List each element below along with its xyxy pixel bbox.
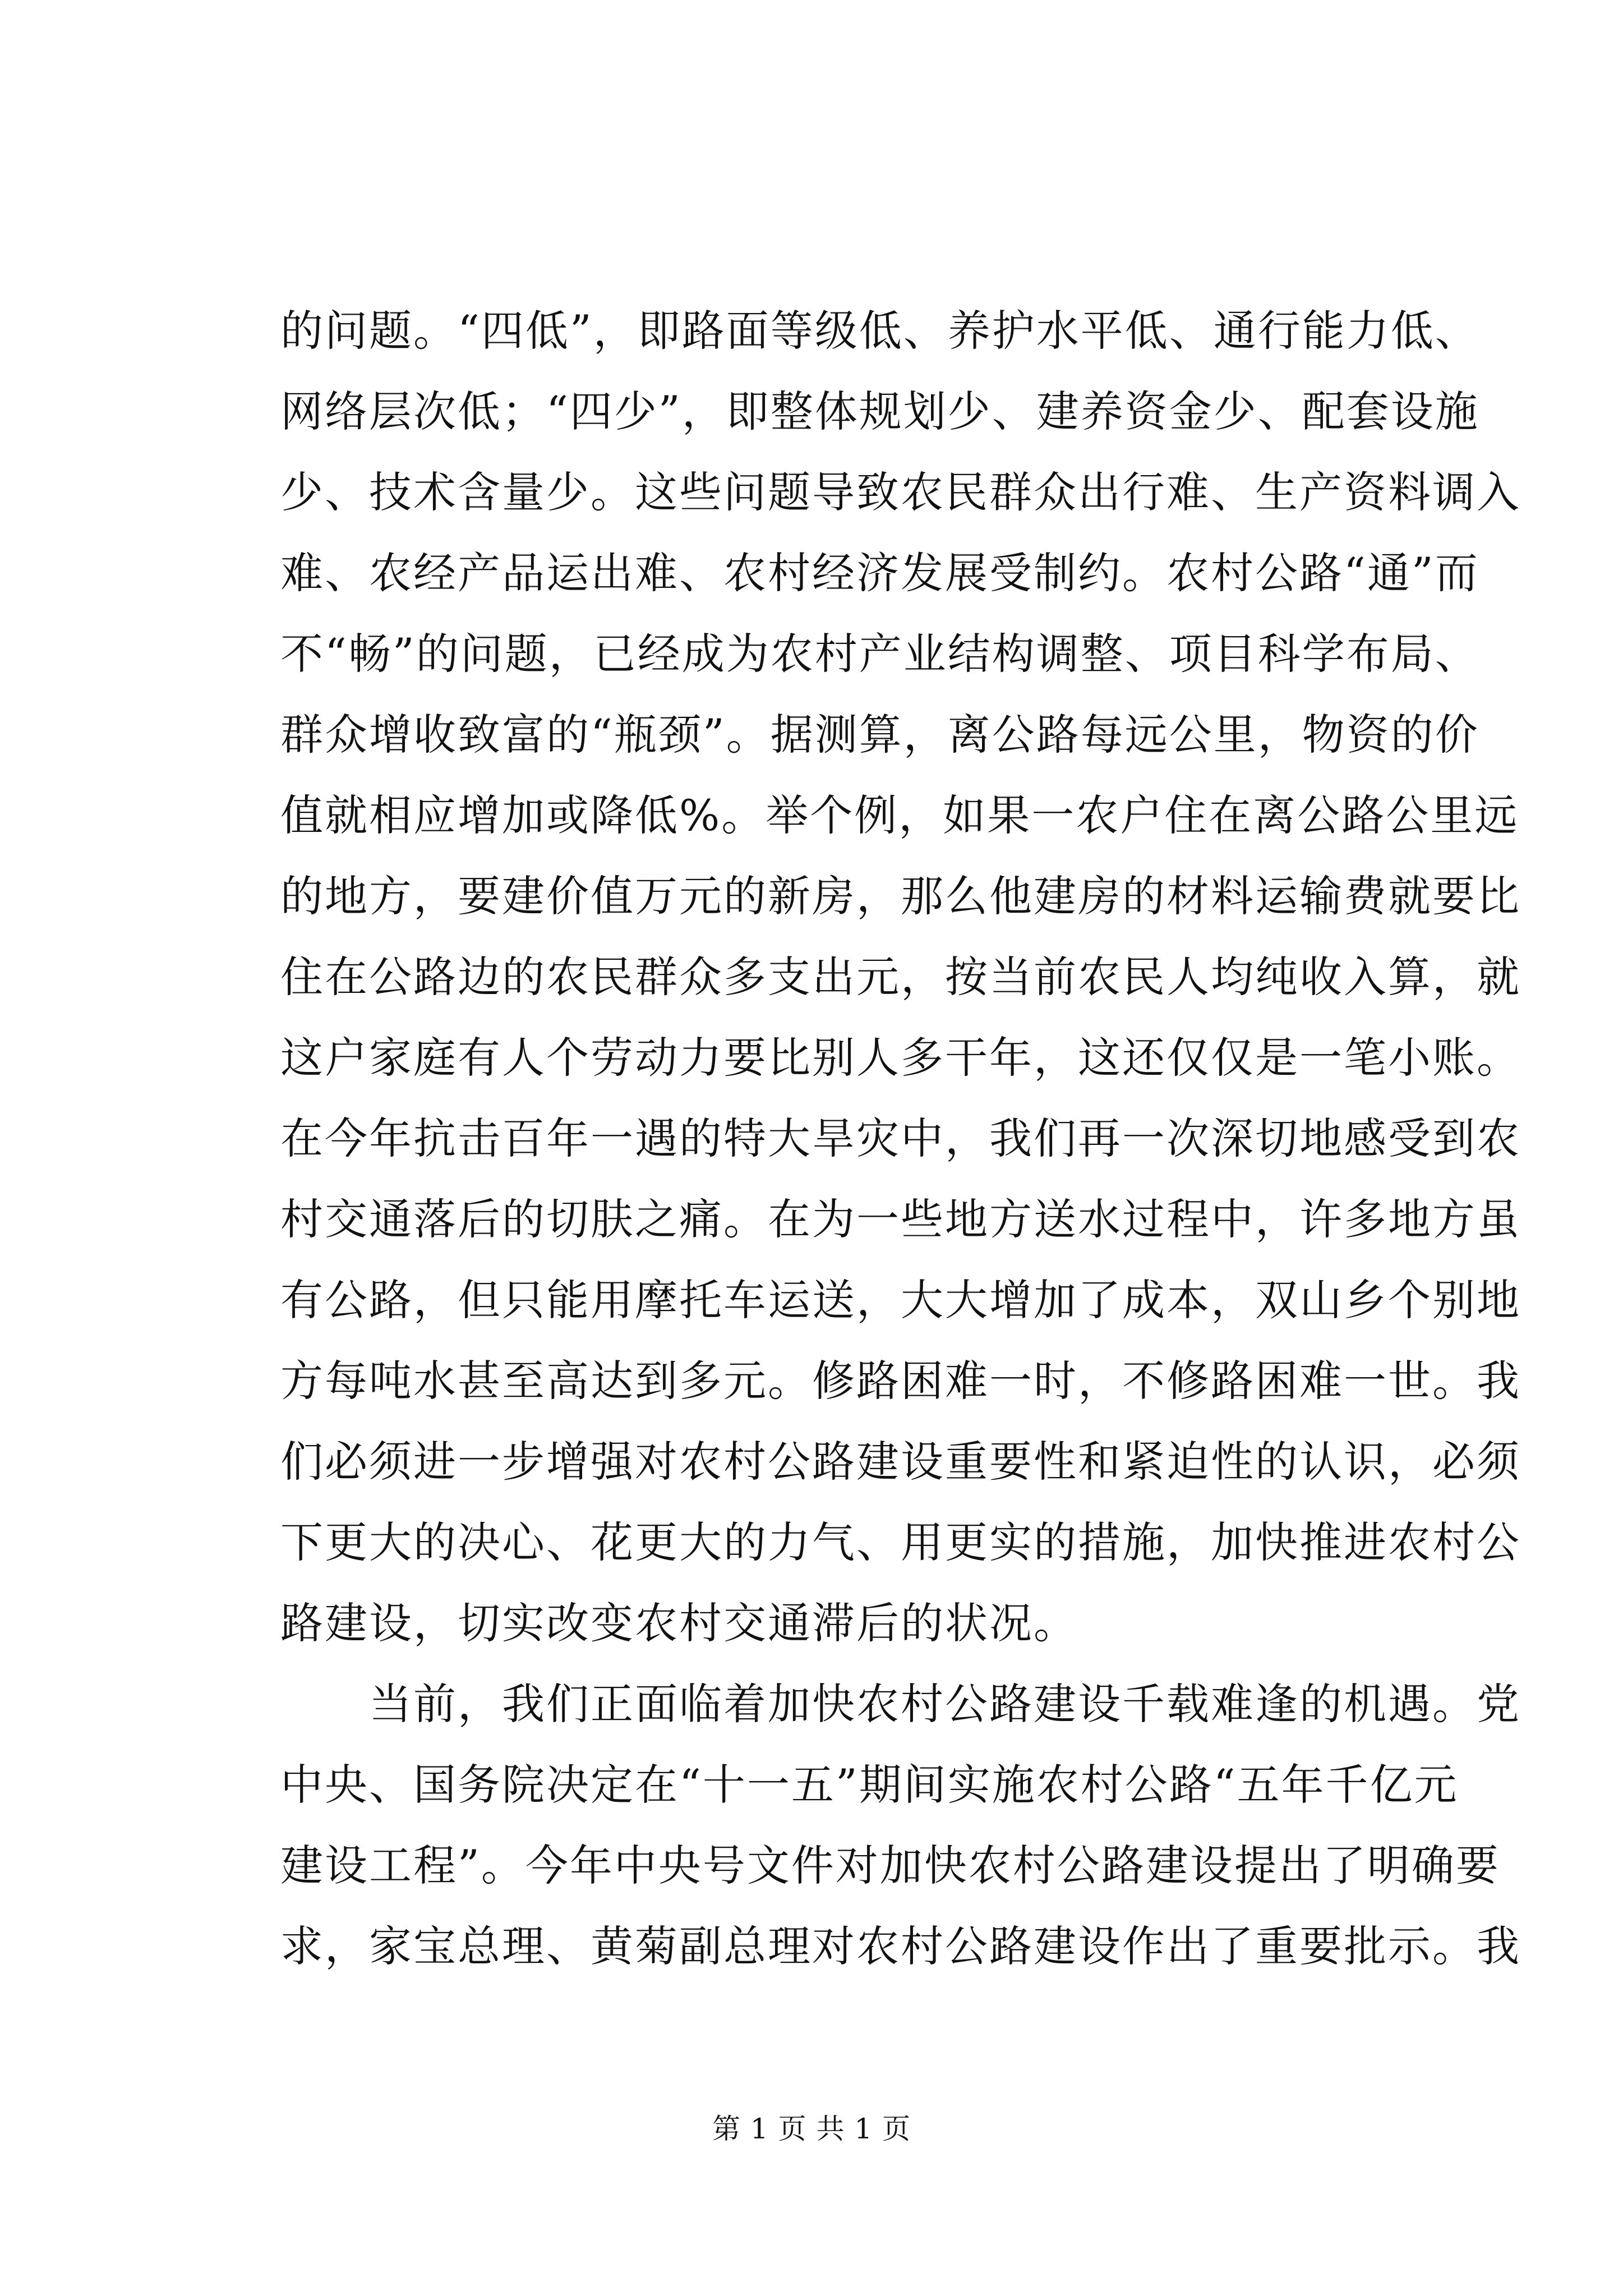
text-line: 的地方，要建价值万元的新房，那么他建房的材料运输费就要比 [280,871,1521,921]
text-line: 网络层次低；“四少”，即整体规划少、建养资金少、配套设施 [280,386,1479,436]
text-line: 求，家宝总理、黄菊副总理对农村公路建设作出了重要批示。我 [280,1921,1521,1971]
text-line: 下更大的决心、花更大的力气、用更实的措施，加快推进农村公 [280,1517,1521,1567]
paragraph-first-line: 当前，我们正面临着加快农村公路建设千载难逢的机遇。党 [369,1679,1521,1729]
text-line: 难、农经产品运出难、农村经济发展受制约。农村公路“通”而 [280,548,1479,598]
text-line: 住在公路边的农民群众多支出元，按当前农民人均纯收入算，就 [280,952,1521,1002]
text-line: 少、技术含量少。这些问题导致农民群众出行难、生产资料调入 [280,467,1521,517]
document-body [280,291,1521,1987]
text-line: 不“畅”的问题，已经成为农村产业结构调整、项目科学布局、 [280,629,1479,679]
text-line: 路建设，切实改变农村交通滞后的状况。 [280,1598,1078,1648]
text-line: 村交通落后的切肤之痛。在为一些地方送水过程中，许多地方虽 [280,1194,1521,1244]
text-line: 有公路，但只能用摩托车运送，大大增加了成本，双山乡个别地 [280,1275,1521,1325]
text-line: 群众增收致富的“瓶颈”。据测算，离公路每远公里，物资的价 [280,710,1479,760]
text-line: 建设工程”。今年中央号文件对加快农村公路建设提出了明确要 [280,1841,1500,1890]
text-line: 在今年抗击百年一遇的特大旱灾中，我们再一次深切地感受到农 [280,1114,1521,1163]
text-line: 们必须进一步增强对农村公路建设重要性和紧迫性的认识，必须 [280,1437,1521,1487]
text-line: 的问题。“四低”，即路面等级低、养护水平低、通行能力低、 [280,306,1479,356]
text-line: 这户家庭有人个劳动力要比别人多干年，这还仅仅是一笔小账。 [280,1033,1521,1083]
page-footer: 第 1 页 共 1 页 [712,2113,911,2145]
text-line: 方每吨水甚至高达到多元。修路困难一时，不修路困难一世。我 [280,1356,1521,1406]
text-line: 值就相应增加或降低%。举个例，如果一农户住在离公路公里远 [280,790,1519,840]
text-line: 中央、国务院决定在“十一五”期间实施农村公路“五年千亿元 [280,1760,1459,1810]
